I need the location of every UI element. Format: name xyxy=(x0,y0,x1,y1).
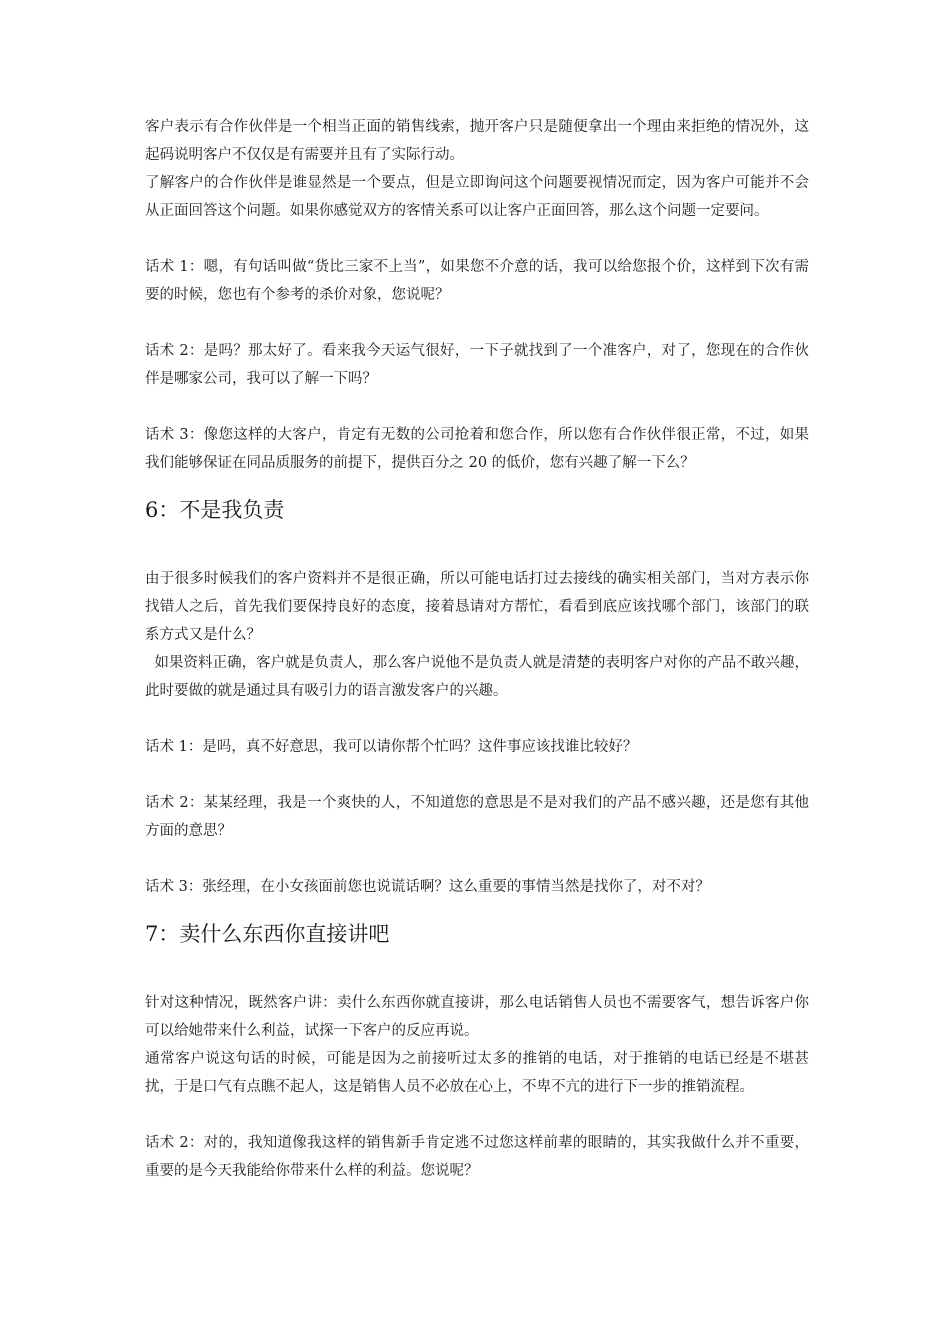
intro-script-2: 话术 2：是吗？那太好了。看来我今天运气很好，一下子就找到了一个准客户，对了，您现在的合作伙伴是哪家公司，我可以了解一下吗？ xyxy=(145,343,809,387)
intro-script-1: 话术 1：嗯，有句话叫做“货比三家不上当”，如果您不介意的话，我可以给您报个价，这样到下次有需要的时候，您也有个参考的杀价对象，您说呢？ xyxy=(145,259,809,303)
spacer xyxy=(145,1101,809,1129)
spacer xyxy=(145,845,809,873)
spacer xyxy=(145,309,809,337)
section-6-script-3: 话术 3：张经理，在小女孩面前您也说谎话啊？这么重要的事情当然是找你了，对不对？ xyxy=(145,879,710,895)
spacer xyxy=(145,225,809,253)
spacer xyxy=(145,393,809,421)
section-7-paragraph-2: 通常客户说这句话的时候，可能是因为之前接听过太多的推销的电话，对于推销的电话已经是不堪甚扰，于是口气有点瞧不起人，这是销售人员不必放在心上，不卑不亢的进行下一步的推销流程。 xyxy=(145,1051,809,1095)
section-7-heading: 7：卖什么东西你直接讲吧 xyxy=(145,922,390,946)
section-6-paragraph-1: 由于很多时候我们的客户资料并不是很正确，所以可能电话打过去接线的确实相关部门，当对方表示你找错人之后，首先我们要保持良好的态度，接着恳请对方帮忙，看看到底应该找哪个部门，该部门的联系方式又是什么？ xyxy=(145,571,809,643)
spacer xyxy=(145,705,809,733)
section-6-paragraph-2: 如果资料正确，客户就是负责人，那么客户说他不是负责人就是清楚的表明客户对你的产品不敢兴趣，此时要做的就是通过具有吸引力的语言激发客户的兴趣。 xyxy=(145,655,810,699)
section-7-script-2: 话术 2：对的，我知道像我这样的销售新手肯定逃不过您这样前辈的眼睛的，其实我做什么并不重要，重要的是今天我能给你带来什么样的利益。您说呢？ xyxy=(145,1135,809,1179)
intro-paragraph-2: 了解客户的合作伙伴是谁显然是一个要点，但是立即询问这个问题要视情况而定，因为客户可能并不会从正面回答这个问题。如果你感觉双方的客情关系可以让客户正面回答，那么这个问题一定要问。 xyxy=(145,175,809,219)
intro-script-3: 话术 3：像您这样的大客户，肯定有无数的公司抢着和您合作，所以您有合作伙伴很正常，不过，如果我们能够保证在同品质服务的前提下，提供百分之 20 的低价，您有兴趣了解一下么？ xyxy=(145,427,809,471)
section-6-heading: 6：不是我负责 xyxy=(145,498,285,522)
spacer xyxy=(145,761,809,789)
section-6-script-1: 话术 1：是吗，真不好意思，我可以请你帮个忙吗？这件事应该找谁比较好？ xyxy=(145,739,638,755)
intro-paragraph-1: 客户表示有合作伙伴是一个相当正面的销售线索，抛开客户只是随便拿出一个理由来拒绝的情况外，这起码说明客户不仅仅是有需要并且有了实际行动。 xyxy=(145,119,809,163)
section-7-paragraph-1: 针对这种情况，既然客户讲：卖什么东西你就直接讲，那么电话销售人员也不需要客气，想告诉客户你可以给她带来什么利益，试探一下客户的反应再说。 xyxy=(145,995,809,1039)
section-6-script-2: 话术 2：某某经理，我是一个爽快的人，不知道您的意思是不是对我们的产品不感兴趣，还是您有其他方面的意思？ xyxy=(145,795,809,839)
document-page xyxy=(145,113,809,1185)
